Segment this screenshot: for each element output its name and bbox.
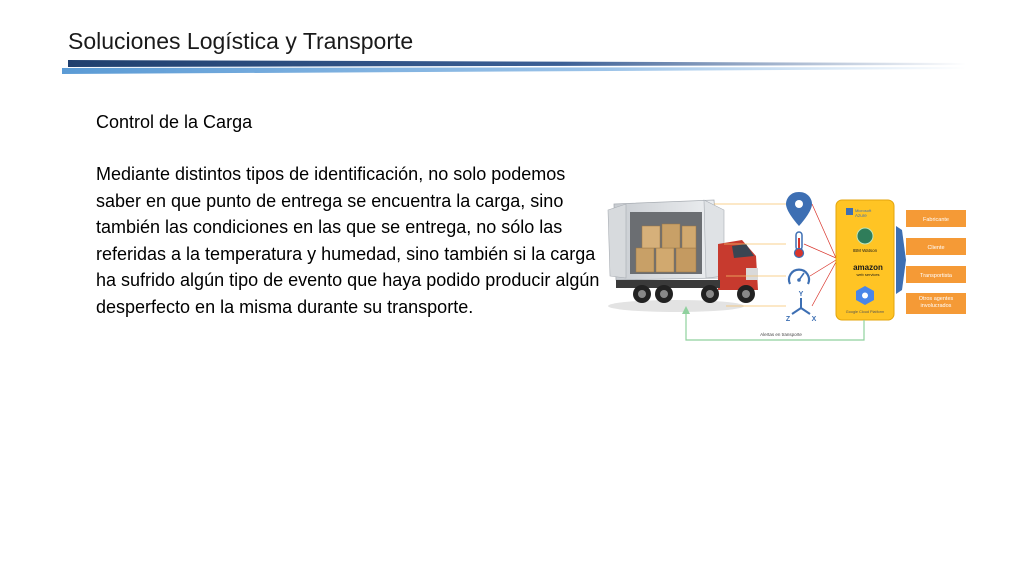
amazon-sub-label: web services: [856, 272, 880, 277]
svg-text:Cliente: Cliente: [927, 245, 945, 251]
data-flow-lines: [804, 204, 836, 306]
stakeholder-fabricante: [906, 210, 966, 227]
distribution-arrow: [896, 226, 906, 294]
cloud-platforms-panel: [836, 200, 894, 320]
azure-logo-icon: [846, 208, 853, 215]
stakeholder-list: [906, 210, 966, 314]
ibm-watson-label: IBM Watson: [852, 248, 878, 253]
title-underline: [62, 60, 966, 74]
truck-illustration: [608, 200, 758, 312]
axis-x-label: X: [811, 316, 817, 323]
thermometer-icon: [795, 232, 804, 258]
location-pin-icon: [786, 192, 812, 226]
axis-z-label: Z: [785, 316, 791, 323]
gauge-icon: [789, 270, 809, 284]
svg-text:Transportista: Transportista: [920, 273, 952, 279]
axes-icon: [786, 291, 817, 323]
stakeholder-otros-agentes: [906, 293, 966, 314]
svg-text:Fabricante: Fabricante: [923, 217, 949, 223]
alert-label: Alertas en transporte: [760, 332, 802, 337]
axis-y-label: Y: [798, 291, 804, 298]
cargo-monitoring-diagram: [606, 190, 976, 342]
stakeholder-otros-label: Otros agentes involucrados: [918, 296, 954, 309]
azure-brand: Microsoft: [855, 208, 872, 213]
slide-title: Soluciones Logística y Transporte: [68, 28, 414, 54]
azure-product: Azure: [855, 213, 867, 218]
stakeholder-cliente: [906, 238, 966, 255]
ibm-watson-icon: [857, 228, 873, 244]
amazon-label: amazon: [853, 263, 883, 272]
body-paragraph: Mediante distintos tipos de identificación, no solo podemos saber en que punto de entrega se encuentra la carga, sino también las condiciones en las que se entrega, no sólo las referidas a la temperatura y humedad, sino también si la carga ha sufrido algún tipo de evento que haya podido producir algún desperfecto en la misma durante su transporte.: [96, 164, 600, 317]
slide-subtitle: Control de la Carga: [96, 112, 253, 132]
google-cloud-label: Google Cloud Platform: [845, 310, 885, 314]
stakeholder-transportista: [906, 266, 966, 283]
